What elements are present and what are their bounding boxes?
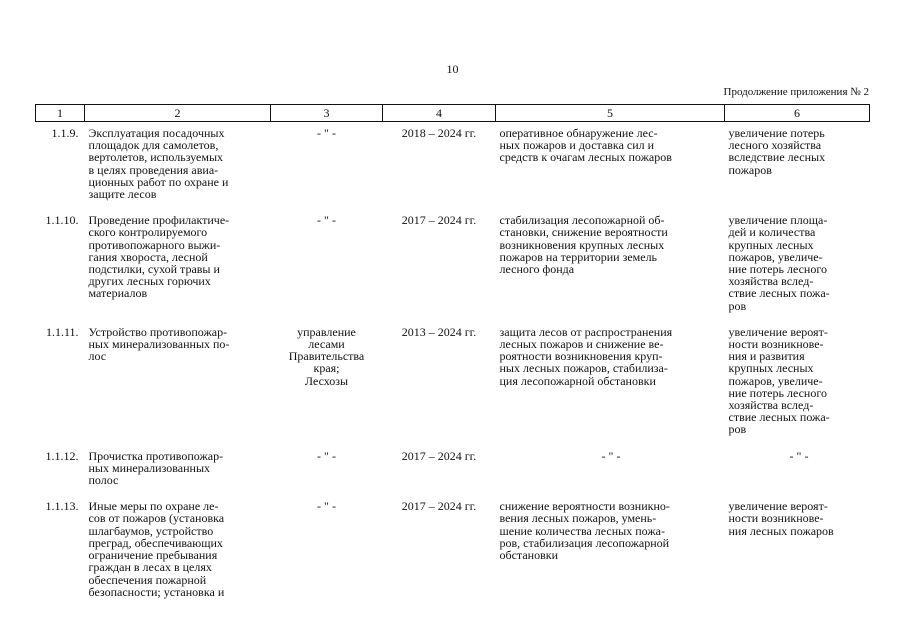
consequence: увеличение вероят- ности возникнове- ния лесных пожаров	[728, 499, 834, 538]
term: 2013 – 2024 гг.	[401, 324, 477, 339]
measure-name: Устройство противопожар- ных минерализованных по- лос	[88, 324, 230, 364]
expected-result: оперативное обнаружение лес- ных пожаров и доставка сил и средств к очагам лесных пожаров	[499, 126, 672, 165]
column-header: 4	[383, 105, 496, 122]
measure-name: Проведение профилактиче- ского контролируемого противопожарного выжи- гания хвороста, лесной подстилки, сухой травы и других лесных горючих материалов	[88, 213, 230, 301]
row-number: 1.1.10.	[45, 213, 79, 228]
program-table	[35, 104, 870, 612]
table-row	[36, 450, 870, 501]
executor: - " -	[317, 126, 336, 140]
consequence	[725, 450, 870, 501]
term: 2017 – 2024 гг.	[401, 499, 477, 514]
column-header: 3	[271, 105, 383, 122]
table-row	[36, 122, 870, 215]
table-row	[36, 214, 870, 326]
consequence: увеличение площа- дей и количества крупных лесных пожаров, увеличе- ние потерь лесного хозяйства вслед- ствие лесных пожа- ров	[728, 213, 830, 313]
executor: - " -	[317, 213, 336, 228]
column-header: 6	[725, 105, 870, 122]
expected-result: снижение вероятности возникно- вения лесных пожаров, умень- шение количества лесных пожа- ров, стабилизация лесопожарной обстановки	[499, 499, 670, 563]
executor: - " -	[317, 499, 336, 514]
continuation-label: Продолжение приложения № 2	[723, 86, 869, 98]
table-row	[36, 500, 870, 612]
row-number: 1.1.11.	[45, 324, 79, 339]
page-number: 10	[446, 62, 459, 76]
consequence: увеличение потерь лесного хозяйства вследствие лесных пожаров	[728, 126, 826, 177]
column-header: 1	[36, 105, 85, 122]
expected-result: защита лесов от распространения лесных пожаров и снижение ве- роятности возникновения круп- ных лесных пожаров, стабилиза- ция лесопожарной обстановки	[499, 324, 673, 388]
consequence: увеличение вероят- ности возникнове- ния и развития крупных лесных пожаров, увеличе- ние потерь лесного хозяйства вслед- ствие лесных пожа- ров	[728, 324, 830, 437]
term: 2017 – 2024 гг.	[401, 448, 477, 463]
ditto-mark: - " -	[789, 448, 809, 463]
row-number: 1.1.12.	[45, 448, 79, 463]
expected-result	[496, 450, 725, 501]
term: 2017 – 2024 гг.	[401, 213, 477, 228]
measure-name: Эксплуатация посадочных площадок для самолетов, вертолетов, используемых в целях проведения авиа- ционных работ по охране и защите лесов	[88, 126, 229, 202]
executor: управление лесами Правительства края; Лесхозы	[288, 324, 365, 388]
row-number: 1.1.9.	[51, 126, 79, 140]
table-header-row	[36, 105, 870, 122]
column-header: 5	[496, 105, 725, 122]
expected-result: стабилизация лесопожарной об- становки, снижение вероятности возникновения крупных лесных пожаров на территории земель лесного фонда	[499, 213, 668, 277]
row-number: 1.1.13.	[45, 499, 79, 514]
term: 2018 – 2024 гг.	[401, 126, 477, 140]
executor: - " -	[317, 448, 336, 463]
ditto-mark: - " -	[601, 448, 621, 463]
column-header: 2	[85, 105, 271, 122]
measure-name: Иные меры по охране ле- сов от пожаров (установка шлагбаумов, устройство преград, обеспечивающих ограничение пребывания граждан в лесах в целях обеспечения пожарной безопасности; установка и	[88, 499, 225, 599]
table-row	[36, 326, 870, 450]
measure-name: Прочистка противопожар- ных минерализованных полос	[88, 448, 224, 488]
